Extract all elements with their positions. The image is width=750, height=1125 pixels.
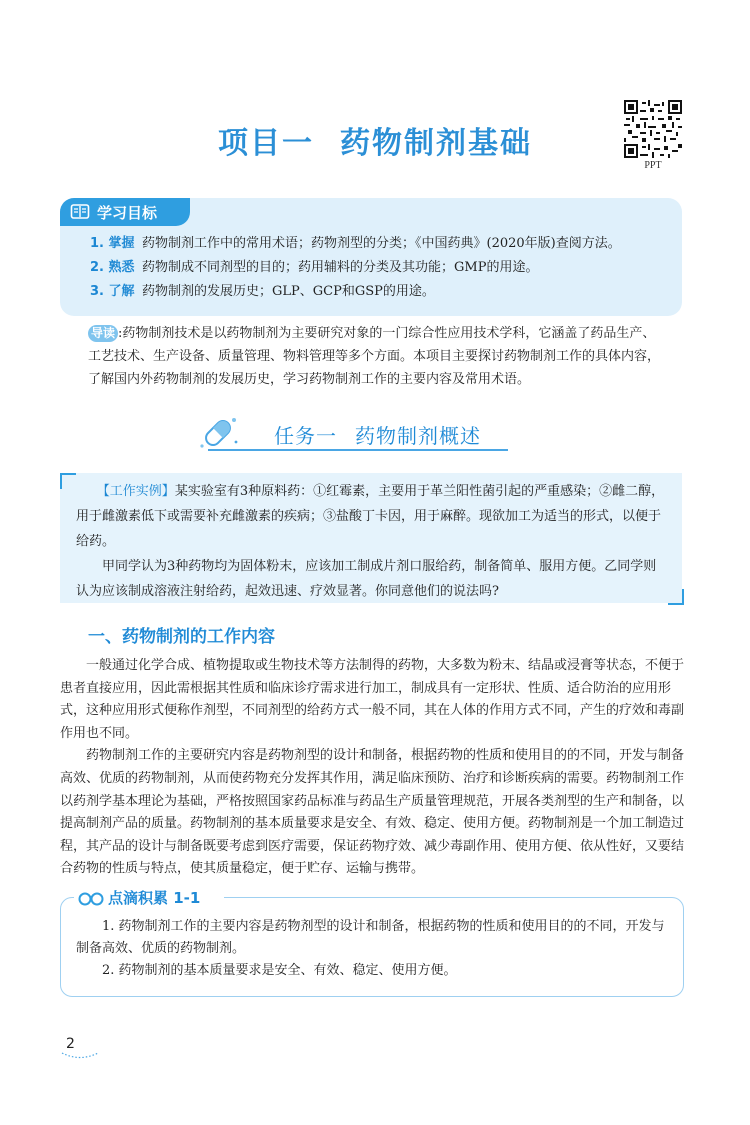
objective-text: 药物制剂工作中的常用术语；药物剂型的分类；《中国药典》(2020年版)查阅方法。 <box>142 236 621 251</box>
objective-item <box>90 234 621 254</box>
work-example-question: 甲同学认为3种药物均为固体粉末，应该加工制成片剂口服给药，制备简单、服用方便。乙同学则认为应该制成溶液注射给药，起效迅速、疗效显著。你同意他们的说法吗? <box>76 559 657 599</box>
capsule-icon <box>196 412 240 454</box>
body-text <box>60 655 685 881</box>
chapter-number: 项目一 <box>218 126 314 161</box>
page-number-decoration <box>60 1050 100 1060</box>
objective-level: 3. 了解 <box>90 284 135 299</box>
page-number: 2 <box>66 1036 75 1052</box>
keypoint-item: 1. 药物制剂工作的主要内容是药物剂型的设计和制备，根据药物的性质和使用目的的不同，开发与制备高效、优质的药物制剂。 <box>76 919 665 956</box>
book-icon <box>70 202 90 222</box>
work-example-label: 【工作实例】 <box>96 484 175 499</box>
objective-level: 1. 掌握 <box>90 236 135 251</box>
body-paragraph: 药物制剂工作的主要研究内容是药物剂型的设计和制备，根据药物的性质和使用目的的不同，开发与制备高效、优质的药物制剂，从而使药物充分发挥其作用，满足临床预防、治疗和诊断疾病的需要。药物制剂工作以药剂学基本理论为基础，严格按照国家药品标准与药品生产质量管理规范，开展各类剂型的生产和制备，以提高制剂产品的质量。药物制剂的基本质量要求是安全、有效、稳定、使用方便。药物制剂是一个加工制造过程，其产品的设计与制备既要考虑到医疗需要，保证药物疗效、减少毒副作用、使用方便、依从性好，又要结合药物的性质与特点，使其质量稳定，便于贮存、运输与携带。 <box>60 748 685 877</box>
objective-text: 药物制剂的发展历史；GLP、GCP和GSP的用途。 <box>142 284 435 299</box>
objectives-heading: 学习目标 <box>97 204 158 222</box>
work-example-body: 某实验室有3种原料药：①红霉素，主要用于革兰阳性菌引起的严重感染；②雌二醇，用于雌激素低下或需要补充雌激素的疾病；③盐酸丁卡因，用于麻醉。现欲加工为适当的形式，以便于给药。 <box>76 484 665 549</box>
keypoint-item: 2. 药物制剂的基本质量要求是安全、有效、稳定、使用方便。 <box>102 963 457 978</box>
task-name: 药物制剂概述 <box>355 424 481 448</box>
task-underline <box>208 449 508 451</box>
work-example-text <box>76 479 668 604</box>
qr-label: PPT <box>644 160 662 171</box>
qr-code[interactable] <box>624 100 682 158</box>
guide-text: :药物制剂技术是以药物制剂为主要研究对象的一门综合性应用技术学科，它涵盖了药品生产、工艺技术、生产设备、质量管理、物料管理等多个方面。本项目主要探讨药物制剂工作的具体内容，了解国内外药物制剂的发展历史，学习药物制剂工作的主要内容及常用术语。 <box>88 326 661 387</box>
objective-item <box>90 282 435 302</box>
corner-bracket-top-left <box>60 473 76 489</box>
guide-paragraph <box>88 322 668 391</box>
task-title <box>274 420 481 449</box>
guide-badge: 导读 <box>88 325 118 342</box>
objective-text: 药物制成不同剂型的目的；药用辅料的分类及其功能；GMP的用途。 <box>142 260 539 275</box>
objective-level: 2. 熟悉 <box>90 260 135 275</box>
glasses-icon <box>78 889 104 907</box>
objective-item <box>90 258 538 278</box>
corner-bracket-bottom-right <box>668 589 684 605</box>
chapter-name: 药物制剂基础 <box>340 126 532 161</box>
task-number: 任务一 <box>274 424 337 448</box>
keypoints-title: 点滴积累 1-1 <box>108 889 201 907</box>
keypoints-text <box>76 916 672 982</box>
section-heading: 一、药物制剂的工作内容 <box>88 627 275 647</box>
body-paragraph: 一般通过化学合成、植物提取或生物技术等方法制得的药物，大多数为粉末、结晶或浸膏等状态，不便于患者直接应用，因此需根据其性质和临床诊疗需求进行加工，制成具有一定形状、性质、适合防治的应用形式，这种应用形式便称作剂型，不同剂型的给药方式一般不同，其在人体的作用方式不同，产生的疗效和毒副作用也不同。 <box>60 658 685 741</box>
